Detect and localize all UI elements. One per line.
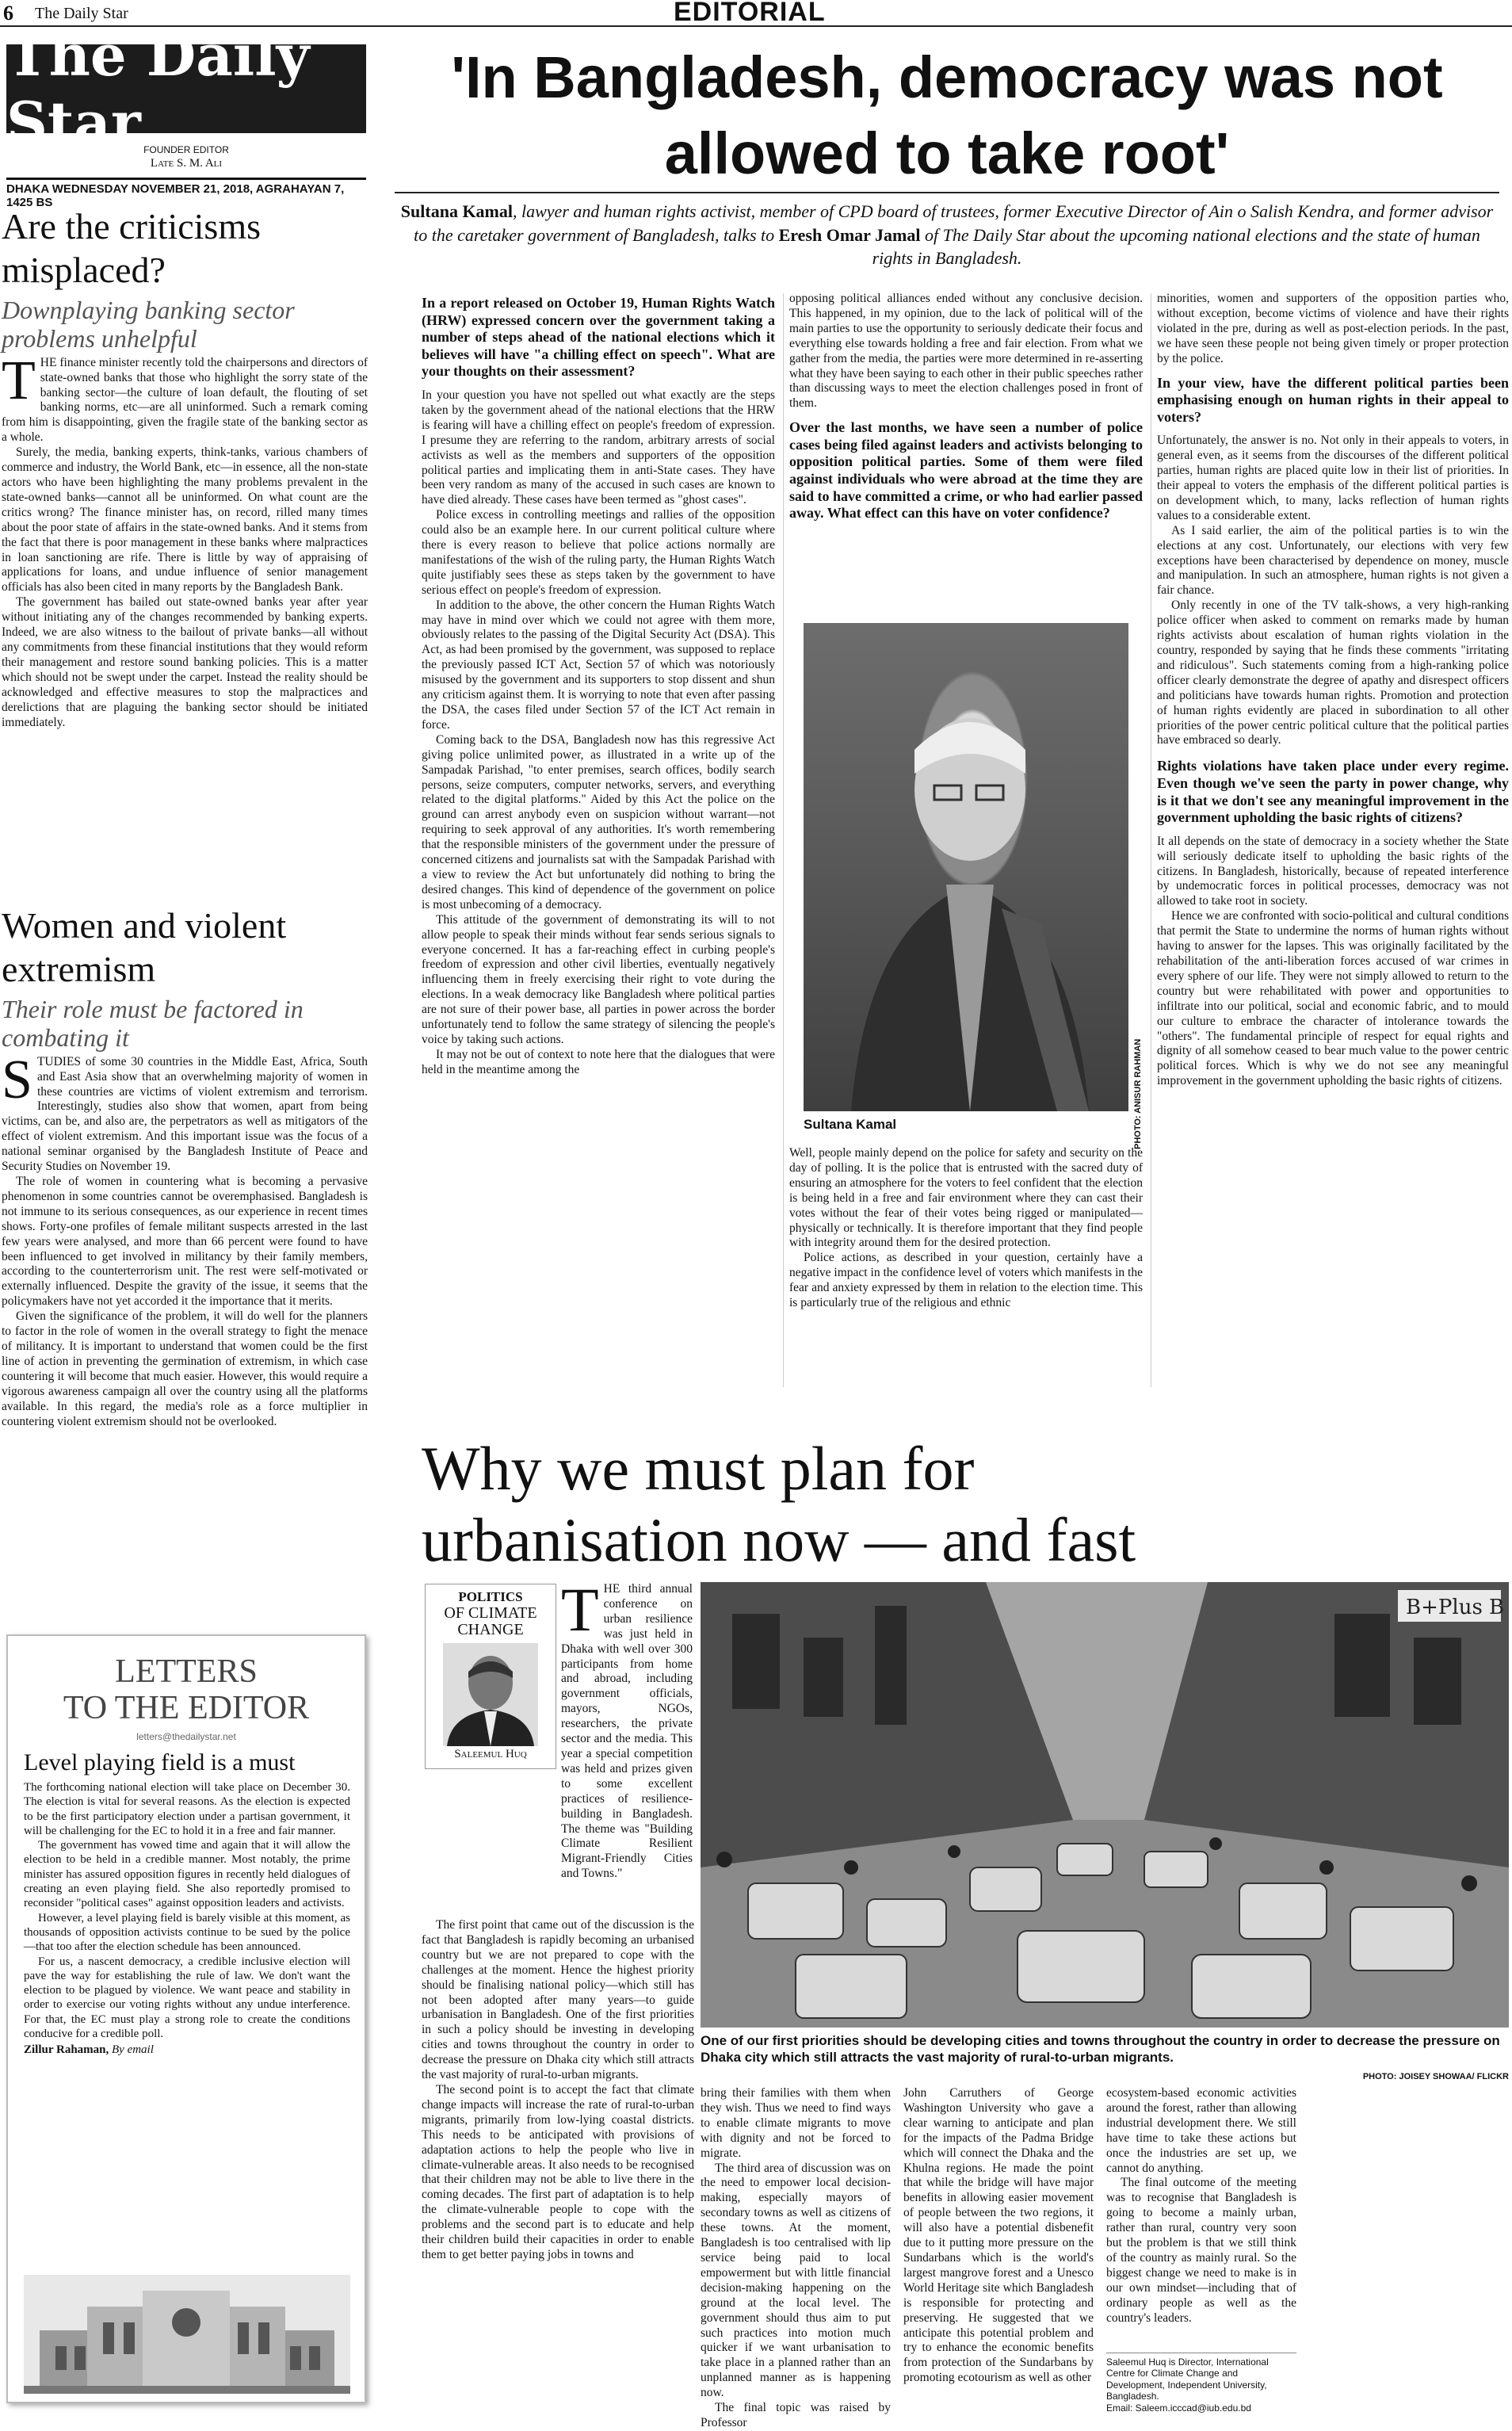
paragraph: John Carruthers of George Washington University who gave a clear warning to anticipate and plan for the impacts of the Padma Bridge which will connect the Dhaka and the Khulna regions. He made the point that while the bridge will have major benefits in allowing easier movement of people between the two regions, it will also have a potential disbenefit due to it putting more pressure on the Sundarbans which is the world's largest mangrove forest and a Unesco World Heritage site which Bangladesh is responsible for protecting and preserving. He suggested that we anticipate this potential problem and try to enhance the economic benefits from protection of the Sundarbans by promoting ecotourism as well as other	[903, 2086, 1094, 2385]
dhaka-traffic-photo	[701, 1582, 1509, 2028]
paragraph: TUDIES of some 30 countries in the Middle East, Africa, South and East Asia show that an overwhelming majority of women in these countries are victims of violent extremism and terrorism. Interestingly, studies also show that women, apart from being victims, can be, and also are, the perpetrators as well as mitigators of the effect of violent extremism. And this important issue was the focus of a national seminar organised by the Bangladesh Institute of Peace and Security Studies on November 19.	[2, 1054, 368, 1174]
paragraph: The forthcoming national election will take place on December 30. The election is vital for several reasons. As the election is expected to be the first participatory election under a partisan government, it will be challenging for the EC to hold it in a free and fair manner.	[24, 1781, 350, 1837]
paragraph: It may not be out of context to note here that the dialogues that were held in the meantime among the	[422, 1047, 775, 1076]
interviewer-name: Eresh Omar Jamal	[778, 224, 921, 245]
editorial-body	[2, 350, 368, 731]
paragraph: The government has bailed out state-owned banks year after year without initiating any of the changes recommended by banking experts. Indeed, we are also witness to the bailout of private banks—all without any commitments from these financial institutions that they would reform their management and restore sound banking policies. This is a matter which should not be swept under the carpet. Instead the reality should be acknowledged and effective measures to stop the malpractices and derelictions that are plaguing the banking sector should be initiated immediately.	[2, 595, 368, 729]
urban-column-3	[903, 2086, 1094, 2386]
interview-question: In your view, have the different political parties been emphasising enough on human rights in their appeal to voters?	[1157, 374, 1509, 425]
column-label: OF CLIMATE	[444, 1604, 537, 1622]
letters-title-line: LETTERS	[115, 1653, 258, 1690]
interview-column-2-bottom	[789, 1146, 1143, 1311]
editorial-subhead: Their role must be factored in combating it	[2, 995, 304, 1052]
paragraph: Unfortunately, the answer is no. Not only in their appeals to voters, in general even, as it seems from the discourses of the different political parties, human rights are placed quite low in their list of priorities. In their appeal to voters the emphasis of the different political parties is on development which, to many, lacks reflection of human rights values to a considerable extent.	[1157, 434, 1509, 522]
interview-question: Over the last months, we have seen a number of police cases being filed against leaders and activists belonging to opposition political parties. Some of them were filed against individuals who were abroad at the time they are said to have committed a crime, or who had earlier passed away. What effect can this have on voter confidence?	[789, 419, 1143, 522]
columnist-name: Saleemul Huq	[454, 1748, 527, 1760]
paragraph: However, a level playing field is barely visible at this moment, as thousands of opposition activists continue to be sued by the police—that too after the election schedule has been announced.	[24, 1911, 350, 1954]
column-rule	[783, 293, 784, 1387]
letters-title	[6, 1653, 366, 1726]
paragraph: Surely, the media, banking experts, think-tanks, various chambers of commerce and industry, the World Bank, etc—in essence, all the non-state actors who have been highlighting the many problems prevalent in the state-owned banks—cannot all be uninformed. On what count are the critics wrong? The finance minister has, on record, rilled many times about the poor state of affairs in the state-owned banks. And it stems from the fact that there is poor management in these banks where malpractices in loan sanctioning are rife. There is little by way of appraising of applications for loans, and undue influence of senior management officials has also been cited in many reports by the Bangladesh Bank.	[2, 445, 368, 594]
urbanisation-headline	[422, 1433, 1507, 1575]
editorial-headline: Women and violent extremism	[2, 905, 287, 990]
headline-line: 'In Bangladesh, democracy was not	[451, 44, 1443, 110]
sultana-kamal-portrait	[804, 623, 1128, 1111]
paragraph: Hence we are confronted with socio-political and cultural conditions that permit the State to undermine the norms of human rights without having to answer for the lapses. This was originally facilitated by the rehabilitation of the anti-liberation forces accused of war crimes in every sphere of our life. They were not simply allowed to return to the country but were rehabilitated with power and opportunities to infiltrate into our political, social and economic fabric, and to mould our culture to embrace the character of intolerance towards the "others". The fundamental principle of respect for equal rights and dignity of all somehow ceased to bear much value to the power centric political forces. Which is why we do not see any meaningful improvement in the government upholding the basic rights of citizens.	[1157, 909, 1509, 1088]
strap-text: , lawyer and human rights activist, member of CPD board of trustees, former Executive Director of Ain o Salish Kendra, and former advisor to the caretaker government of Bangladesh, talks to	[414, 201, 1494, 245]
paragraph: bring their families with them when they wish. Thus we need to find ways to enable climate migrants to move with dignity and not be forced to migrate.	[701, 2086, 891, 2160]
interview-column-1	[422, 292, 775, 1078]
drop-cap: T	[2, 350, 36, 411]
urban-column-1	[422, 1918, 694, 2263]
urban-intro	[561, 1575, 693, 1882]
paragraph: The second point is to accept the fact that climate change impacts will increase the rate of rural-to-urban migrants, primarily from low-lying coastal districts. This needs to be anticipated with provisions of adaptation actions to help the people who live in climate-vulnerable areas. It also needs to be recognised that their children may not be able to live there in the coming decades. The first part of adaptation is to help the climate-vulnerable people to cope with the problems and the second part is to educate and help their children build their capacities in order to enable them to get better paying jobs in towns and	[422, 2082, 694, 2261]
photo-sign-text: B+Plus B	[1406, 1596, 1505, 1619]
paragraph: minorities, women and supporters of the opposition parties who, without exception, become victims of violence and have their rights violated in the pre, during as well as post-election periods. In the past, we have seen these people not being given timely or proper protection by the police.	[1157, 292, 1509, 365]
interview-column-3	[1157, 292, 1509, 1089]
paragraph: For us, a nascent democracy, a credible inclusive election will pave the way for establishing the rule of law. We don't want the election to be plagued by violence. We want peace and stability in order to exercise our voting rights without any undue interference. For that, the EC must play a strong role to create the conditions conducive for a credible poll.	[24, 1955, 350, 2041]
column-badge	[425, 1584, 556, 1769]
drop-cap: S	[2, 1049, 32, 1110]
paragraph: opposing political alliances ended without any conclusive decision. This happened, in my opinion, due to the lack of political will of the main parties to use the opportunity to seriously dedicate their focus and everything else towards holding a free and fair election. From what we gather from the media, the parties were more determined in re-asserting what they have been saying to each other in their public speeches rather than discussing ways to meet the election challenges posed in front of them.	[789, 292, 1143, 411]
paragraph: Well, people mainly depend on the police for safety and security on the day of polling. It is the police that is entrusted with the sacred duty of ensuring an atmosphere for the voters to feel confident that the election is being held in a free and fair environment where they can cast their votes without the fear of their votes being rigged or manipulated—physically or technically. It is therefore important that they find people with integrity around them for the desired protection.	[789, 1146, 1143, 1250]
headline-rule	[395, 192, 1499, 193]
drop-cap: T	[561, 1575, 599, 1644]
paragraph: Police excess in controlling meetings and rallies of the opposition could also be an example here. In our current political culture where there is every reason to believe that police actions normally are manifestations of the wish of the ruling party, the Human Rights Watch quite justifiably sees these as steps taken by the government to have serious effect on people's freedom of expression.	[422, 508, 775, 597]
strap-text: of The Daily Star about the upcoming national elections and the state of human rights in Bangladesh.	[872, 224, 1480, 269]
editorial-body	[2, 1049, 368, 1430]
interview-strap	[396, 200, 1498, 270]
dateline: DHAKA WEDNESDAY NOVEMBER 21, 2018, AGRAHAYAN 7, 1425 BS	[6, 178, 366, 209]
founder-name: Late S. M. Ali	[150, 157, 223, 170]
headline-line: allowed to take root'	[664, 120, 1230, 187]
paragraph: The government has vowed time and again that it will allow the election to be held in a credible manner. Most notably, the prime minister has assured opposition figures in recently held dialogues of creating an even playing field. She also reportedly promised to reconsider "political cases" against opposition leaders and activists.	[24, 1839, 350, 1910]
founder-label: FOUNDER EDITOR	[143, 144, 229, 155]
paragraph: Given the significance of the problem, it will do well for the planners to factor in the role of women in the overall strategy to fight the menace of militancy. It is important to understand that women could be the first line of action in preventing the germination of extremism, in which case countering it will become that much easier. However, this would require a vigorous awareness campaign all over the country using all the platforms available. In this regard, the media's role as a force multiplier in countering violent extremism should not be overlooked.	[2, 1309, 368, 1428]
paragraph: The role of women in countering what is becoming a pervasive phenomenon in some countries cannot be overemphasised. Bangladesh is not immune to its serious consequences, as our experience in recent times shows. Forty-one profiles of female militant suspects arrested in the last few years were analysed, and more than 66 percent were found to have been influenced to get involved in militancy by their family members, according to the counterterrorism unit. The rest were self-motivated or externally influenced. Despite the gravity of the issue, it seems that the policymakers have not yet accorded it the importance that it merits.	[2, 1175, 368, 1309]
letter-body	[24, 1780, 350, 2058]
paragraph: HE finance minister recently told the chairpersons and directors of state-owned banks that those who highlight the sorry state of the banking sector—the culture of loan default, the flouting of set banking norms, etc—are all uninformed. Such a remark coming from him is disappointing, given the fragile state of the banking sector as a whole.	[2, 355, 368, 445]
paragraph: In your question you have not spelled out what exactly are the steps taken by the government ahead of the national elections that the HRW is fearing will have a chilling effect on people's freedom of expression. I presume they are referring to the random, arbitrary arrests of social activists as well as the members and supporters of the opposition political parties and implicating them in anti-State cases. They have been very random as many of the accused in such cases are known to have died already. These cases have been termed as "ghost cases".	[422, 388, 775, 507]
bio-email[interactable]: Email: Saleem.icccad@iub.edu.bd	[1106, 2402, 1251, 2414]
columnist-photo	[443, 1643, 538, 1746]
paragraph: It all depends on the state of democracy in a society whether the State will seriously dedicate itself to upholding the basic rights of the citizens. In Bangladesh, historically, because of repeated interference by undemocratic forces in political processes, democracy was not allowed to take root in society.	[1157, 834, 1509, 908]
traffic-photo-credit: PHOTO: JOISEY SHOWAA/ FLICKR	[1362, 2072, 1509, 2081]
interview-headline	[388, 40, 1506, 192]
column-label: CHANGE	[457, 1621, 524, 1638]
paragraph: Police actions, as described in your question, certainly have a negative impact in the confidence level of voters which manifests in the fear and anxiety expressed by them in relation to the election time. This is particularly true of the religious and ethnic	[789, 1251, 1143, 1310]
paragraph: In addition to the above, the other concern the Human Rights Watch may have in mind over which we could not agree with them more, obviously relates to the passing of the Digital Security Act (DSA). This Act, as had been promised by the government, was supposed to replace the previously passed ICT Act, Section 57 of which was notoriously misused by the government and its supporters to stop dissent and shun any criticism against them. It is worrying to note that even after passing the DSA, the cases filed under Section 57 of the ICT Act remain in force.	[422, 598, 775, 732]
parliament-illustration	[24, 2275, 350, 2394]
paragraph: The third area of discussion was on the need to empower local decision-making, especially mayors of secondary towns as well as citizens of these towns. At the moment, Bangladesh is too centralised with lip service being paid to local empowerment but with little financial decision-making happening on the ground at the local level. The government should thus aim to put such practices into motion much quicker if we want urbanisation to take place in a planned rather than an unplanned manner as is happening now.	[701, 2161, 891, 2400]
headline-line: Why we must plan for	[422, 1434, 975, 1503]
letter-headline: Level playing field is a must	[24, 1749, 296, 1775]
masthead-logo: The Daily Star	[6, 44, 366, 133]
column-label: POLITICS	[458, 1589, 523, 1604]
paragraph: This attitude of the government of demonstrating its will to not allow people to speak their minds without fear sends serious signals to everyone concerned. It has a far-reaching effect in curbing people's freedom of expression and other civil liberties, eventually negatively influencing them in freely exercising their right to vote during the elections. In a weak democracy like Bangladesh where political parties are not sure of their power base, all parties in power across the border unfortunately tend to follow the same strategy of silencing the people's voice by taking such actions.	[422, 912, 775, 1046]
interview-column-2	[789, 292, 1143, 530]
interview-question: In a report released on October 19, Human Rights Watch (HRW) expressed concern over the government taking a number of steps ahead of the national elections which it believes will have "a chilling effect on speech". What are your thoughts on their assessment?	[422, 295, 775, 380]
letters-email[interactable]: letters@thedailystar.net	[136, 1731, 236, 1742]
traffic-photo-caption: One of our first priorities should be developing cities and towns throughout the country in order to decrease the pressure on Dhaka city which still attracts the vast majority of rural-to-urban migrants.	[701, 2033, 1500, 2066]
paragraph: As I said earlier, the aim of the political parties is to win the elections at any cost. Unfortunately, our elections with very few exceptions have been characterised by dependence on money, muscle and manipulation. In such an atmosphere, human rights is not given a fair chance.	[1157, 523, 1509, 598]
letters-title-line: TO THE EDITOR	[63, 1690, 310, 1727]
letter-author: Zillur Rahaman,	[24, 2043, 109, 2057]
urban-column-2	[701, 2086, 891, 2431]
headline-line: urbanisation now — and fast	[422, 1504, 1136, 1574]
editorial-women-extremism	[2, 904, 368, 1429]
editorial-subhead: Downplaying banking sector problems unhelpful	[2, 296, 295, 353]
editorial-criticisms	[2, 204, 368, 730]
author-bio	[1106, 2353, 1296, 2414]
paragraph: The final outcome of the meeting was to recognise that Bangladesh is going to become a mainly urban, rather than rural, country very soon but the problem is that we still think of the country as mainly rural. So the biggest change we need to make is in our own mindset—including that of ordinary people as well as the country's leaders.	[1106, 2176, 1296, 2325]
page-number: 6	[3, 2, 13, 25]
portrait-credit: PHOTO: ANISUR RAHMAN	[1133, 1038, 1143, 1149]
paragraph: Coming back to the DSA, Bangladesh now has this regressive Act giving police unlimited power, as illustrated in a write up of the Sampadak Parishad, "to enter premises, search offices, bodily search persons, seize computers, computer networks, servers, and everything related to the digital platforms." Aided by this Act the police on the ground can arrest anybody even on suspicion without warrant—not requiring to seek approval of any authorities. It's worth remembering that the responsible ministers of the government under the pressure of concerned citizens and journalists sat with the Sampadak Parishad with a view to review the Act but unfortunately did nothing to bring the desired changes. This kind of dependence of the government on police is most unbecoming of a democracy.	[422, 732, 775, 912]
portrait-caption: Sultana Kamal	[804, 1117, 897, 1132]
paragraph: The first point that came out of the discussion is the fact that Bangladesh is rapidly becoming an urbanised country but we are not prepared to cope with the challenges at the moment. Hence the highest priority should be finalising national policy—which still has not been adopted after many years—to guide urbanisation in Bangladesh. One of the first priorities in such a policy should be investing in developing cities and towns throughout the country in order to decrease the pressure on Dhaka city which still attracts the vast majority of rural-to-urban migrants.	[422, 1918, 694, 2082]
bio-text: Saleemul Huq is Director, International Centre for Climate Change and Development, Independent University, Bangladesh.	[1106, 2356, 1269, 2402]
paragraph: ecosystem-based economic activities around the forest, rather than allowing industrial development there. We still have time to take these actions but once the industries are set up, we cannot do anything.	[1106, 2086, 1296, 2175]
paragraph: The final topic was raised by Professor	[701, 2401, 891, 2429]
editorial-headline: Are the criticisms misplaced?	[2, 206, 262, 291]
paragraph: Only recently in one of the TV talk-shows, a very high-ranking police officer when asked to comment on remarks made by human rights activists about escalation of human rights violation in the country, responded by saying that he finds these comments "irritating and ridiculous". Such statements coming from a high-ranking police officer clearly demonstrate the degree of apathy and disrespect officers and politicians have towards human rights. Promotion and protection of human rights evidently are placed in subordination to all other priorities of the power centric political culture that the political parties have embraced so dearly.	[1157, 598, 1509, 747]
paragraph: HE third annual conference on urban resilience was just held in Dhaka with well over 300 participants from home and abroad, including government officials, mayors, NGOs, researchers, the private sector and the media. This year a special competition was held and prizes given to some excellent practices of resilience-building in Bangladesh. The theme was "Building Climate Resilient Migrant-Friendly Cities and Towns."	[561, 1582, 693, 1881]
letter-via: By email	[112, 2043, 154, 2057]
interviewee-name: Sultana Kamal	[400, 201, 513, 221]
letter	[24, 1749, 350, 2058]
urban-column-4	[1106, 2086, 1296, 2326]
header-paper-name: The Daily Star	[35, 5, 128, 22]
interview-question: Rights violations have taken place under every regime. Even though we've seen the party in power change, why is it that we don't see any meaningful improvement in the government upholding the basic rights of citizens?	[1157, 758, 1509, 826]
section-title: EDITORIAL	[674, 0, 826, 27]
